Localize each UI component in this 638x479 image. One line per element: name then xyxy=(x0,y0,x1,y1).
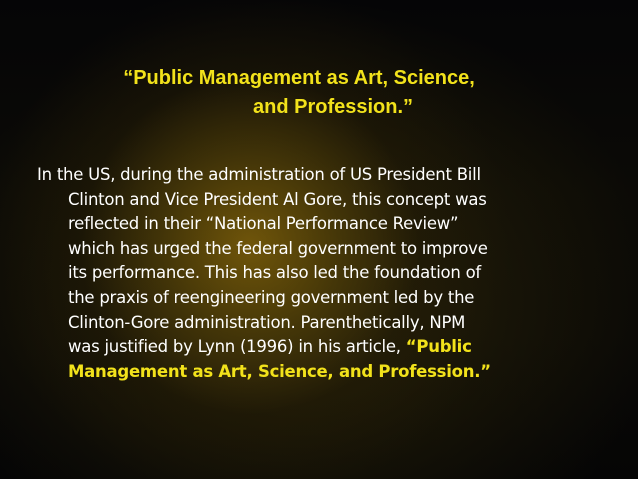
body-line: the praxis of reengineering government led by the xyxy=(68,287,475,307)
slide-body xyxy=(37,163,617,384)
slide-title-line-1: “Public Management as Art, Science, xyxy=(123,67,475,89)
body-line: its performance. This has also led the foundation of xyxy=(68,263,481,283)
slide-title-line-2: and Profession.” xyxy=(252,96,414,118)
article-title-quote-start: “Public xyxy=(405,337,472,357)
body-line: reflected in their “National Performance Review” xyxy=(68,214,459,234)
article-title-quote-end: Management as Art, Science, and Profession.” xyxy=(68,361,491,381)
slide-title xyxy=(0,64,638,122)
body-line-text: was justified by Lynn (1996) in his article, xyxy=(68,337,401,357)
body-line: In the US, during the administration of US President Bill xyxy=(37,165,481,184)
body-line: Clinton and Vice President Al Gore, this concept was xyxy=(68,189,487,209)
body-line: Clinton-Gore administration. Parenthetically, NPM xyxy=(68,312,466,332)
body-line-with-quote xyxy=(37,335,617,360)
body-line: which has urged the federal government to improve xyxy=(68,238,488,258)
